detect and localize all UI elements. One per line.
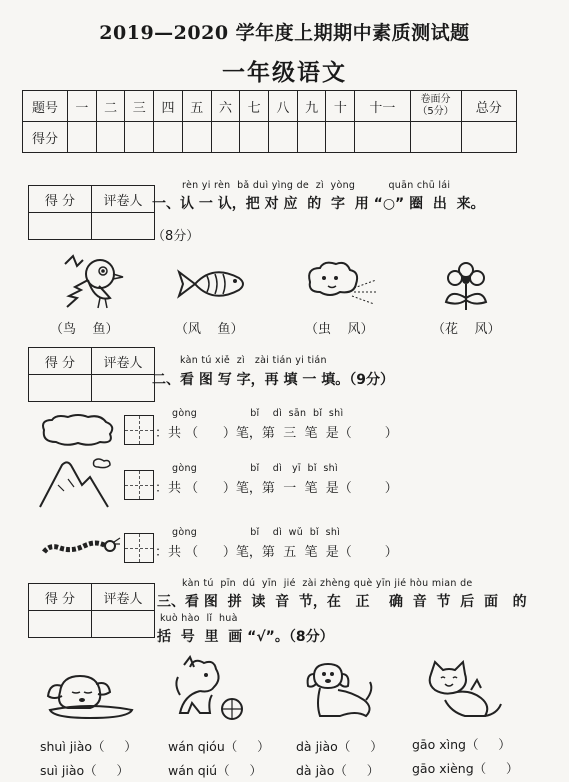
score-input-cell[interactable]: [211, 122, 240, 153]
grader-name-label: 评卷人: [92, 584, 155, 611]
q2-item1-pinyin: gòng bǐ dì sān bǐ shì: [172, 408, 344, 419]
grader-name-cell[interactable]: [92, 375, 155, 402]
q3-grader-box: [28, 583, 155, 638]
score-cell: 八: [269, 91, 298, 122]
score-input-cell[interactable]: [297, 122, 326, 153]
score-input-cell[interactable]: [96, 122, 125, 153]
score-cell: 卷面分 （5分）: [410, 91, 461, 122]
score-cell: 六: [211, 91, 240, 122]
grader-score-label: 得 分: [29, 348, 92, 375]
q1-caption-wind[interactable]: （虫 风）: [305, 322, 374, 337]
mountain-icon: [38, 455, 118, 510]
grader-score-label: 得 分: [29, 186, 92, 213]
q3-instruction-line2: 括 号 里 画 “√”。（8分）: [157, 629, 334, 645]
grader-name-label: 评卷人: [92, 186, 155, 213]
q2-item2-pinyin: gòng bǐ dì yī bǐ shì: [172, 463, 338, 474]
q1-points: （8分）: [152, 229, 200, 244]
q2-item1-text[interactable]: ：共 （ ）笔，第 三 笔 是（ ）: [155, 426, 398, 441]
playing-puppy-icon: [170, 655, 250, 725]
q1-grader-box: [28, 185, 155, 240]
bird-icon: [55, 252, 130, 312]
q1-caption-fish[interactable]: （风 鱼）: [175, 322, 244, 337]
score-table-score-row: [23, 122, 517, 153]
score-cell: 总分: [461, 91, 516, 122]
writing-grid-box[interactable]: [124, 470, 154, 500]
score-cell: 二: [96, 91, 125, 122]
q3-answer-option[interactable]: wán qiú（ ）: [168, 763, 262, 778]
q3-instruction-line1: 三、看 图 拼 读 音 节，在 正 确 音 节 后 面 的: [157, 594, 527, 610]
q2-item3-text[interactable]: ：共 （ ）笔，第 五 笔 是（ ）: [155, 545, 398, 560]
score-cell: 四: [154, 91, 183, 122]
q2-instruction: 二、看 图 写 字，再 填 一 填。（9分）: [152, 372, 394, 388]
score-input-cell[interactable]: [269, 122, 298, 153]
exam-title: 2019—2020 学年度上期期中素质测试题: [99, 22, 470, 44]
score-table: [22, 90, 517, 153]
grader-score-cell[interactable]: [29, 213, 92, 240]
score-input-cell[interactable]: [461, 122, 516, 153]
score-row-label: 得分: [23, 122, 68, 153]
q3-answer-option[interactable]: wán qióu（ ）: [168, 739, 270, 754]
score-input-cell[interactable]: [326, 122, 355, 153]
score-cell: 十: [326, 91, 355, 122]
writing-grid-box[interactable]: [124, 533, 154, 563]
score-cell: 三: [125, 91, 154, 122]
q2-pinyin: kàn tú xiě zì zài tián yi tián: [180, 355, 327, 366]
q2-grader-box: [28, 347, 155, 402]
q3-answer-option[interactable]: shuì jiào（ ）: [40, 739, 137, 754]
q1-caption-flower[interactable]: （花 风）: [432, 322, 501, 337]
score-input-cell[interactable]: [182, 122, 211, 153]
q2-item3-pinyin: gòng bǐ dì wǔ bǐ shì: [172, 527, 341, 538]
q1-caption-bird[interactable]: （鸟 鱼）: [50, 322, 119, 337]
exam-subtitle: 一年级语文: [222, 59, 347, 86]
score-cell: 七: [240, 91, 269, 122]
score-input-cell[interactable]: [410, 122, 461, 153]
flower-icon: [436, 258, 496, 313]
sleeping-puppy-icon: [40, 662, 140, 722]
score-input-cell[interactable]: [68, 122, 97, 153]
wind-cloud-icon: [302, 258, 382, 308]
q1-pinyin: rèn yi rèn bǎ duì yìng de zì yòng quān chū lái: [182, 180, 451, 191]
grader-score-label: 得 分: [29, 584, 92, 611]
q3-answer-option[interactable]: suì jiào（ ）: [40, 763, 130, 778]
cloud-icon: [38, 412, 116, 448]
score-cell: 一: [68, 91, 97, 122]
grader-name-label: 评卷人: [92, 348, 155, 375]
score-cell: 五: [182, 91, 211, 122]
q1-instruction: 一、认 一 认，把 对 应 的 字 用 “○” 圈 出 来。: [152, 196, 485, 212]
grader-score-cell[interactable]: [29, 611, 92, 638]
score-cell: 十一: [355, 91, 410, 122]
q3-answer-option[interactable]: dà jiào（ ）: [296, 739, 383, 754]
grader-score-cell[interactable]: [29, 375, 92, 402]
score-input-cell[interactable]: [125, 122, 154, 153]
q3-pinyin-line2: kuò hào lǐ huà: [160, 613, 238, 624]
score-input-cell[interactable]: [154, 122, 183, 153]
score-input-cell[interactable]: [240, 122, 269, 153]
q3-answer-option[interactable]: gāo xìng（ ）: [412, 737, 511, 752]
q3-answer-option[interactable]: gāo xièng（ ）: [412, 761, 519, 776]
grader-name-cell[interactable]: [92, 611, 155, 638]
sitting-dog-icon: [300, 660, 380, 722]
q3-answer-option[interactable]: dà jào（ ）: [296, 763, 380, 778]
q3-pinyin-line1: kàn tú pīn dú yīn jié zài zhèng què yīn jié hòu mian de: [182, 578, 473, 589]
score-cell: 九: [297, 91, 326, 122]
happy-cat-icon: [415, 660, 505, 722]
writing-grid-box[interactable]: [124, 415, 154, 445]
worm-icon: [40, 534, 122, 560]
fish-icon: [175, 262, 250, 307]
q2-item2-text[interactable]: ：共 （ ）笔，第 一 笔 是（ ）: [155, 481, 398, 496]
grader-name-cell[interactable]: [92, 213, 155, 240]
score-table-header-row: [23, 91, 517, 122]
score-input-cell[interactable]: [355, 122, 410, 153]
score-cell: 题号: [23, 91, 68, 122]
